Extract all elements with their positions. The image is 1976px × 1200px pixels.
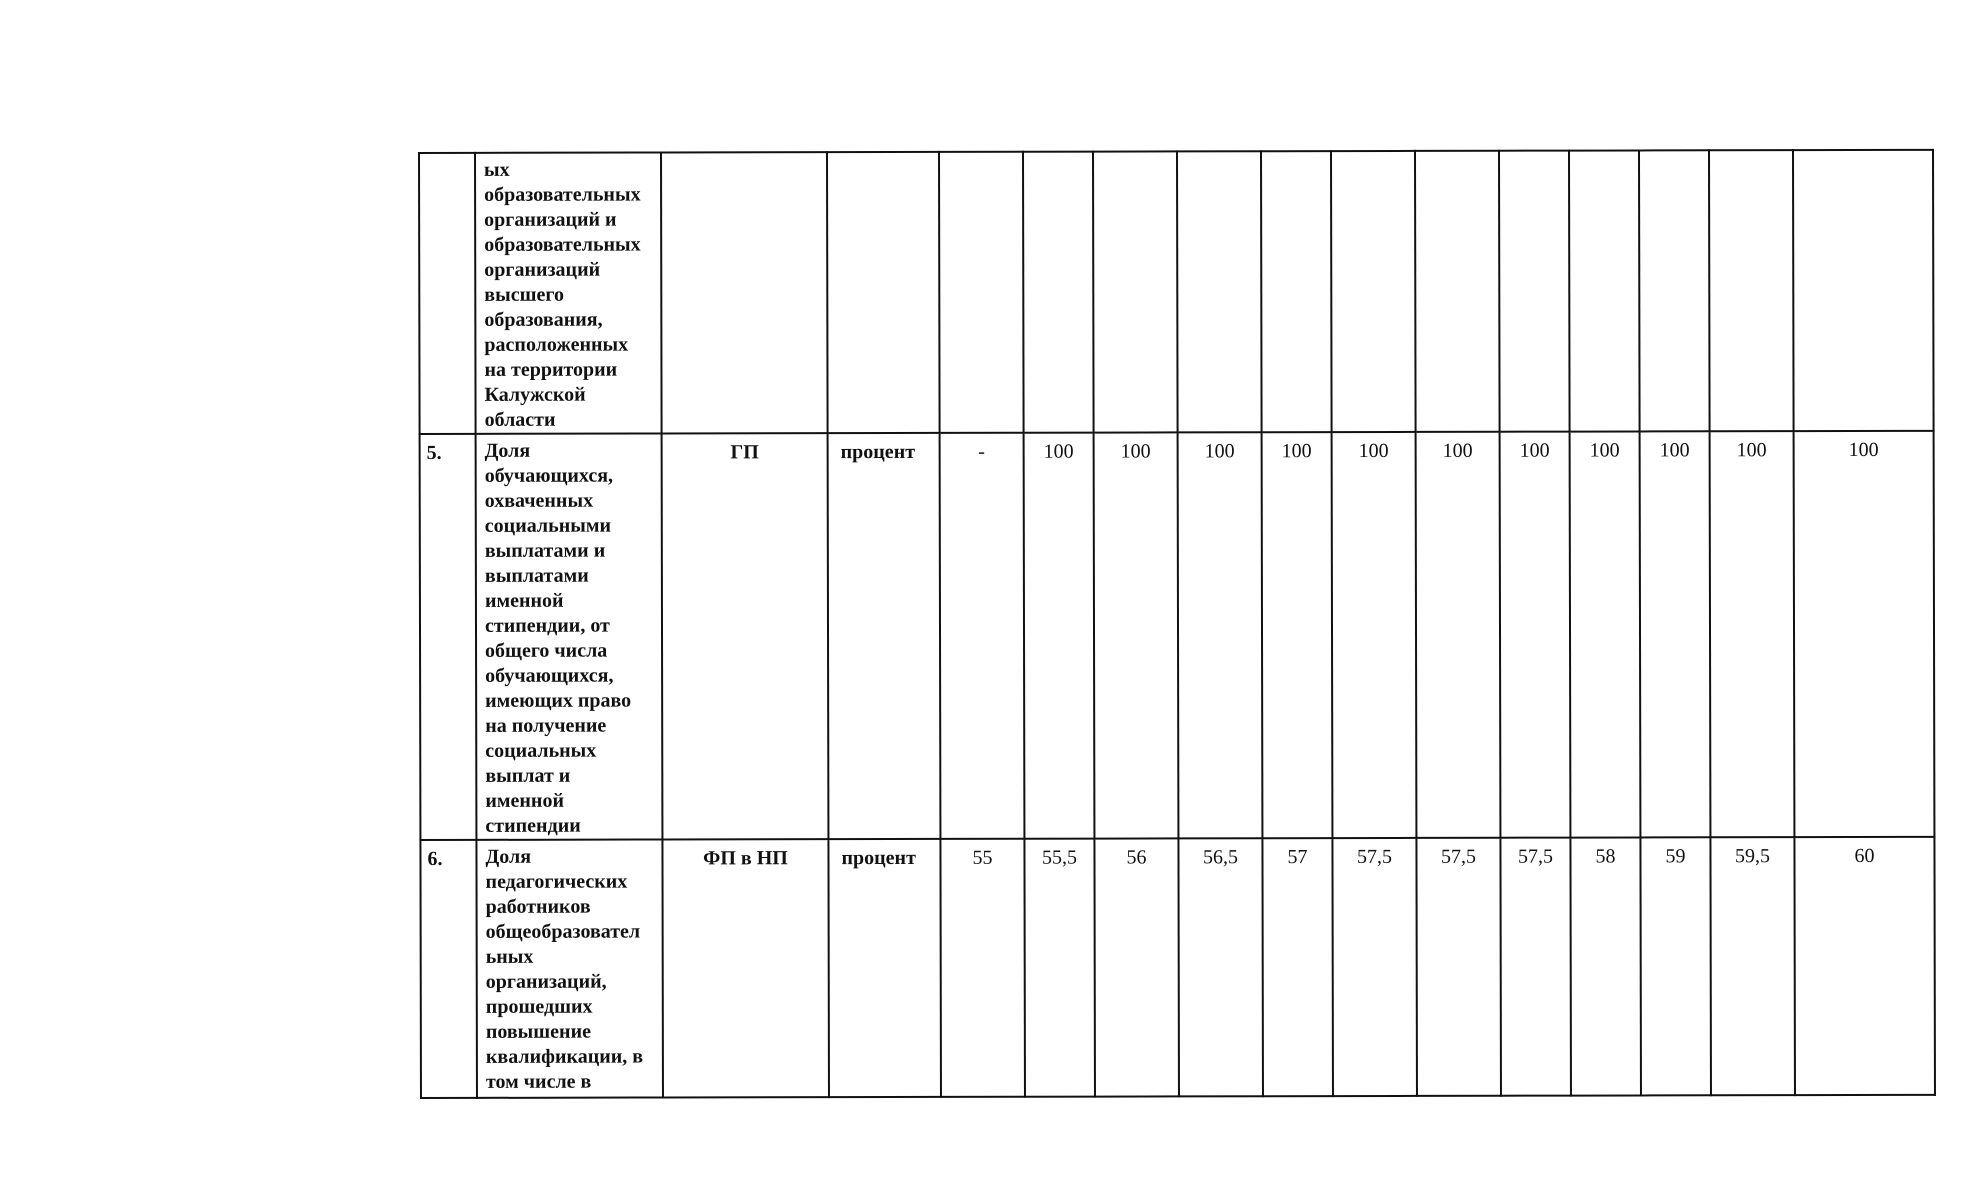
- value-cell: -: [940, 433, 1025, 839]
- table-row: [419, 150, 1934, 434]
- value-cell: [1023, 152, 1094, 433]
- value-cell: 100: [1710, 431, 1795, 837]
- value-cell: [1331, 151, 1416, 432]
- value-cell: 58: [1570, 837, 1641, 1095]
- value-cell: [1709, 150, 1794, 431]
- unit-of-measure: процент: [828, 433, 941, 839]
- value-cell: 57: [1262, 838, 1333, 1096]
- unit-of-measure: процент: [828, 839, 941, 1097]
- value-cell: [1569, 150, 1640, 431]
- table-row: [420, 837, 1935, 1098]
- value-cell: [1639, 150, 1710, 431]
- value-cell: 100: [1262, 432, 1333, 838]
- value-cell: [1177, 151, 1262, 432]
- value-cell: [1415, 151, 1500, 432]
- value-cell: [939, 152, 1024, 433]
- value-cell: [1499, 151, 1570, 432]
- value-cell: 100: [1794, 431, 1935, 837]
- indicator-table: [418, 149, 1936, 1099]
- value-cell: 100: [1332, 432, 1417, 838]
- program-type: ФП в НП: [662, 839, 829, 1097]
- value-cell: 100: [1416, 432, 1501, 838]
- value-cell: 59: [1640, 837, 1711, 1095]
- value-cell: [1261, 151, 1332, 432]
- value-cell: 100: [1178, 432, 1263, 838]
- value-cell: 57,5: [1416, 838, 1501, 1096]
- row-index: [419, 153, 476, 434]
- value-cell: 100: [1640, 431, 1711, 837]
- row-index: 5.: [420, 434, 477, 840]
- value-cell: 100: [1570, 431, 1641, 837]
- row-index: 6.: [420, 840, 477, 1098]
- value-cell: 55,5: [1024, 839, 1095, 1097]
- value-cell: 59,5: [1710, 837, 1795, 1095]
- value-cell: 100: [1024, 433, 1095, 839]
- indicator-name: Доля обучающихся, охваченных социальными выплатами и выплатами именной стипендии, от общего числа обучающихся, имеющих право на получение социальных выплат и именной стипендии: [476, 433, 663, 839]
- unit-of-measure: [827, 152, 940, 433]
- indicator-name: Доля педагогических работников общеобразовател ьных организаций, прошедших повышение квалификации, в том числе в: [476, 839, 663, 1097]
- value-cell: 57,5: [1332, 838, 1417, 1096]
- value-cell: 100: [1500, 432, 1571, 838]
- indicator-name: ых образовательных организаций и образовательных организаций высшего образования, расположенных на территории Калужской области: [475, 152, 662, 433]
- value-cell: [1793, 150, 1934, 431]
- value-cell: 60: [1794, 837, 1935, 1095]
- program-type: [661, 152, 828, 433]
- value-cell: 56: [1094, 838, 1179, 1096]
- value-cell: 57,5: [1500, 838, 1571, 1096]
- value-cell: [1093, 151, 1178, 432]
- value-cell: 55: [940, 839, 1025, 1097]
- value-cell: 56,5: [1178, 838, 1263, 1096]
- table-row: [420, 431, 1935, 840]
- program-type: ГП: [662, 433, 829, 839]
- value-cell: 100: [1094, 432, 1179, 838]
